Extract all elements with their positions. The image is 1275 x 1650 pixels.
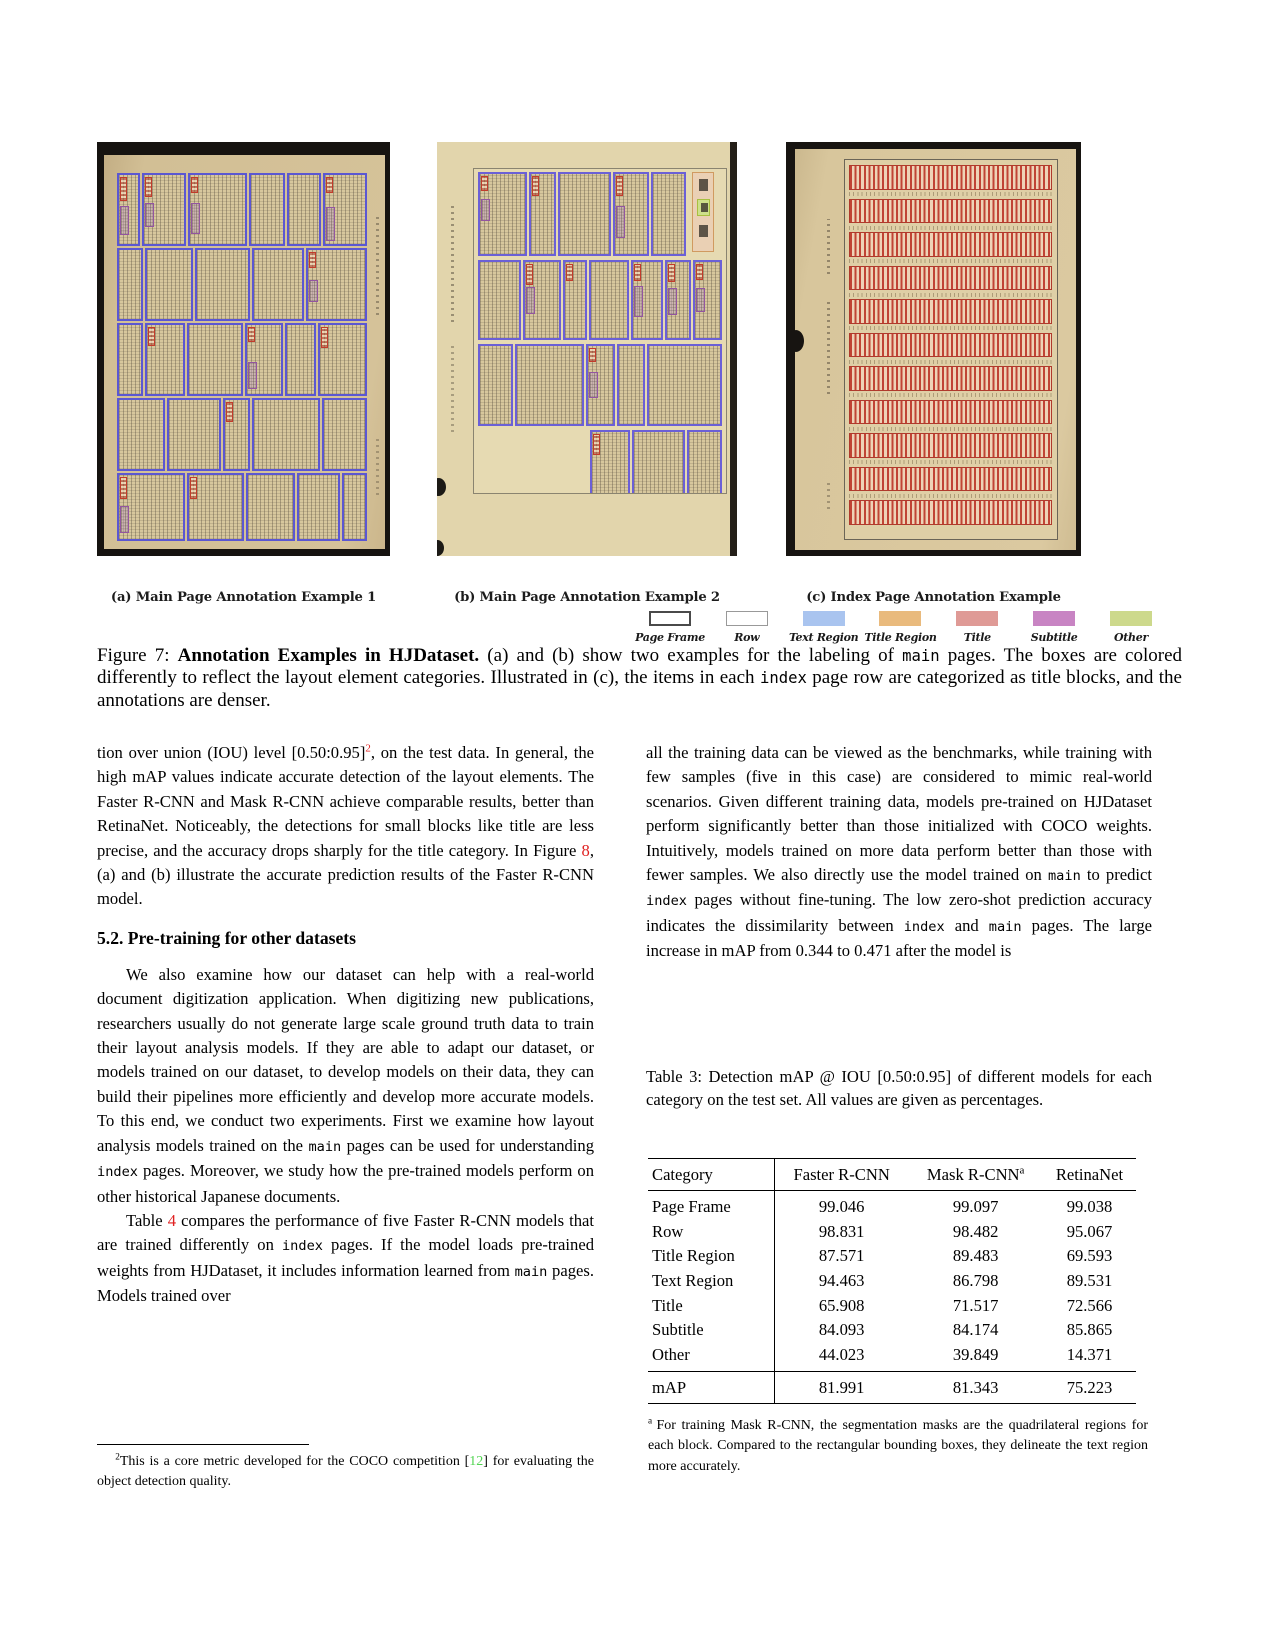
annotated-text-block (287, 173, 321, 246)
annotated-text-block (558, 172, 611, 256)
index-tick-row (849, 393, 1052, 397)
citation-link[interactable]: 12 (469, 1454, 484, 1469)
legend-label: Row (734, 631, 760, 644)
annotated-text-block (188, 173, 247, 246)
subcaption-b: (b) Main Page Annotation Example 2 (454, 590, 720, 605)
table-row (648, 1318, 1136, 1343)
annotated-text-block (322, 398, 367, 471)
index-title-row (849, 199, 1052, 224)
text-segment: page row are categorized as title blocks, and the annotations are denser. (97, 667, 1182, 711)
binding-hole (437, 478, 446, 496)
text-segment: pages can be used for understanding (341, 1135, 594, 1155)
ref-link[interactable]: 8 (581, 840, 590, 860)
table-3-footnote (648, 1416, 1148, 1477)
margin-text-marks (376, 215, 379, 315)
annotated-text-block (515, 344, 585, 426)
subtitle-annotation-box (668, 288, 677, 314)
legend-label: Other (1113, 631, 1148, 644)
figure-caption (97, 645, 1182, 712)
value-cell: 86.798 (952, 1271, 999, 1291)
annotated-text-block (523, 260, 561, 340)
margin-text-marks (827, 299, 830, 394)
text-segment: pages. The large increase in mAP from 0.344 to 0.471 after the model is (646, 915, 1152, 961)
annotated-text-block (117, 473, 185, 541)
value-cell: 14.371 (1066, 1344, 1113, 1364)
text-segment: index (281, 1238, 323, 1255)
legend-item (1094, 611, 1168, 644)
value-cell: 94.463 (818, 1271, 865, 1291)
text-segment: pages. The boxes are colored differently to reflect the layout element categories. Illustrated in (c), the items in each (97, 645, 1183, 689)
category-cell: Title Region (648, 1244, 775, 1269)
title-annotation-box (634, 264, 641, 281)
text-segment: , on the test data. In general, the high mAP values indicate accurate detection of the layout elements. The Faster R-CNN and Mask R-CNN achieve comparable results, better than RetinaNet. Noticeably, the detections for small blocks like title are less precise, and the accuracy drops sharply for the title category. In Figure (97, 743, 594, 860)
annotated-text-block (249, 173, 285, 246)
value-cell: 85.865 (1066, 1320, 1113, 1340)
margin-text-marks (376, 435, 379, 495)
ref-link[interactable]: 4 (167, 1210, 177, 1230)
subtitle-annotation-box (634, 286, 643, 316)
table-header-row (648, 1159, 1136, 1191)
title-annotation-box (226, 402, 233, 422)
margin-text-marks (827, 479, 830, 509)
annotated-text-block (589, 260, 629, 340)
annotated-text-block (306, 248, 367, 321)
title-annotation-box (191, 177, 198, 193)
legend-item (940, 611, 1014, 644)
other-annotation-box (697, 199, 710, 216)
title-annotation-box (526, 264, 533, 285)
value-cell: 81.991 (775, 1372, 909, 1404)
header-strip (692, 172, 714, 252)
index-tick-row (849, 226, 1052, 230)
title-annotation-box (120, 177, 127, 201)
value-cell: 39.849 (952, 1344, 999, 1364)
category-cell: Other (648, 1343, 775, 1372)
right-column (646, 741, 1152, 964)
legend-swatch-icon (649, 611, 691, 626)
paragraph (97, 963, 594, 1209)
annotated-text-block (478, 172, 527, 256)
text-segment: main (514, 1263, 548, 1280)
table-footnote-marker: a (1019, 1163, 1025, 1176)
table-row (648, 1293, 1136, 1318)
page-frame-annotation (844, 159, 1058, 540)
table-row (648, 1343, 1136, 1372)
annotated-text-block (187, 323, 243, 396)
column-header: RetinaNet (1043, 1159, 1136, 1191)
text-segment: (a) and (b) show two examples for the labeling of (479, 645, 903, 666)
title-annotation-box (481, 176, 488, 191)
scanned-page (795, 149, 1076, 550)
legend-item (710, 611, 784, 644)
index-title-row (849, 400, 1052, 425)
annotated-text-block (246, 473, 295, 541)
annotated-text-block (631, 260, 664, 340)
scanned-page (104, 155, 385, 549)
value-cell: 89.531 (1066, 1271, 1113, 1291)
legend-item (787, 611, 861, 644)
subtitle-annotation-box (526, 287, 535, 314)
annotated-text-block (285, 323, 316, 396)
annotated-text-block (693, 260, 722, 340)
legend-swatch-icon (1033, 611, 1075, 626)
glyph-mark (699, 225, 708, 237)
glyph-mark (701, 203, 708, 212)
title-annotation-box (120, 477, 127, 499)
value-cell: 72.566 (1066, 1295, 1113, 1315)
annotated-text-block (478, 344, 513, 426)
figure-legend (633, 611, 1168, 644)
text-segment: and (944, 915, 989, 935)
annotated-text-block (665, 260, 691, 340)
annotated-text-block (245, 323, 283, 396)
text-segment: pages without fine-tuning. The low zero-shot prediction accuracy indicates the dissimilarity between (646, 890, 1152, 935)
title-annotation-box (668, 264, 675, 282)
index-tick-row (849, 259, 1052, 263)
legend-label: Text Region (788, 631, 859, 644)
margin-text-marks (827, 219, 830, 274)
annotated-text-block (252, 248, 304, 321)
binding-hole (437, 540, 444, 556)
index-tick-row (849, 293, 1052, 297)
figure-panel-index-page-example (786, 142, 1081, 556)
annotated-text-block (142, 173, 186, 246)
annotated-text-block (297, 473, 340, 541)
value-cell: 84.093 (818, 1320, 865, 1340)
annotated-text-block (529, 172, 555, 256)
table-3 (648, 1158, 1136, 1404)
text-segment: main (1047, 868, 1081, 885)
annotated-text-block (223, 398, 251, 471)
legend-swatch-icon (879, 611, 921, 626)
title-annotation-box (148, 327, 155, 346)
annotated-text-block (145, 323, 185, 396)
value-cell: 89.483 (952, 1246, 999, 1266)
table-row (648, 1244, 1136, 1269)
value-cell: 99.097 (952, 1197, 999, 1217)
subtitle-annotation-box (481, 199, 490, 221)
annotated-text-block (195, 248, 250, 321)
title-annotation-box (593, 434, 600, 455)
column-header: Mask R-CNN$^a$ (908, 1159, 1043, 1191)
legend-item (633, 611, 707, 644)
index-tick-row (849, 192, 1052, 196)
text-segment: tion over union (IOU) level [0.50:0.95] (97, 743, 366, 762)
value-cell: 44.023 (818, 1344, 865, 1364)
subtitle-annotation-box (120, 506, 129, 533)
value-cell: 65.908 (818, 1295, 865, 1315)
table-row (648, 1191, 1136, 1220)
annotated-text-block (651, 172, 686, 256)
footnote-rule (97, 1444, 309, 1445)
margin-text-marks (451, 202, 454, 322)
footnote (97, 1452, 594, 1491)
value-cell: 95.067 (1066, 1221, 1113, 1241)
text-segment: compares the performance of five Faster R-CNN models that are trained differently on (97, 1210, 594, 1255)
text-segment: pages. Models trained over (97, 1260, 594, 1306)
title-annotation-box (532, 176, 539, 196)
annotated-text-block (647, 344, 722, 426)
text-segment: Figure 7: (97, 645, 178, 666)
page-frame-annotation (473, 168, 727, 494)
legend-label: Page Frame (635, 631, 705, 644)
annotated-text-block (617, 344, 646, 426)
category-cell: Subtitle (648, 1318, 775, 1343)
subtitle-annotation-box (616, 206, 625, 238)
value-cell: 84.174 (952, 1320, 999, 1340)
title-annotation-box (145, 177, 152, 197)
text-segment: 2 (115, 1451, 120, 1462)
subtitle-annotation-box (248, 362, 257, 389)
table-map-row (648, 1372, 1136, 1404)
annotated-text-block (590, 430, 630, 494)
index-title-row (849, 165, 1052, 190)
text-segment: pages. Moreover, we study how the pre-trained models perform on other historical Japanese documents. (97, 1161, 594, 1206)
index-title-row (849, 467, 1052, 492)
text-segment: index (759, 669, 807, 688)
text-segment: pages. If the model loads pre-trained weights from HJDataset, it includes information learned from (97, 1235, 594, 1280)
legend-item (863, 611, 937, 644)
text-segment: all the training data can be viewed as the benchmarks, while training with few samples (five in this case) are considered to mimic real-world scenarios. Given different training data, models pre-trained on HJDataset perform significantly better than those initialized with COCO weights. Intuitively, models trained on more data perform better than those with fewer samples. We also directly use the model trained on (646, 743, 1152, 885)
annotated-text-block (117, 398, 165, 471)
index-title-row (849, 433, 1052, 458)
text-segment: For training Mask R-CNN, the segmentation masks are the quadrilateral regions for each block. Compared to the rectangular bounding boxes, they delineate the text region more accurately. (648, 1418, 1148, 1474)
subtitle-annotation-box (326, 207, 335, 241)
title-annotation-box (309, 252, 316, 268)
annotated-text-block (586, 344, 614, 426)
paragraph (97, 1209, 594, 1309)
text-segment: , (a) and (b) illustrate the accurate prediction results of the Faster R-CNN model. (97, 840, 594, 909)
annotated-text-block (318, 323, 367, 396)
column-header: Faster R-CNN (775, 1159, 909, 1191)
value-cell: 69.593 (1066, 1246, 1113, 1266)
index-tick-row (849, 460, 1052, 464)
subtitle-annotation-box (696, 288, 705, 312)
table-row (648, 1220, 1136, 1245)
annotated-text-block (252, 398, 320, 471)
subcaption-a: (a) Main Page Annotation Example 1 (110, 590, 377, 605)
figure-panel-main-page-example-1 (97, 142, 390, 556)
legend-swatch-icon (726, 611, 768, 626)
category-cell: Title (648, 1293, 775, 1318)
annotated-text-block (117, 173, 140, 246)
section-heading: 5.2. Pre-training for other datasets (97, 927, 356, 948)
table-row (648, 1269, 1136, 1294)
margin-text-marks (451, 342, 454, 432)
value-cell: 98.482 (952, 1221, 999, 1241)
legend-label: Title Region (864, 631, 937, 644)
index-tick-row (849, 360, 1052, 364)
annotated-text-block (632, 430, 685, 494)
annotated-text-block (323, 173, 367, 246)
title-annotation-box (566, 264, 573, 281)
text-segment: index (646, 893, 687, 910)
index-title-row (849, 299, 1052, 324)
title-annotation-box (696, 264, 703, 280)
index-title-row (849, 500, 1052, 525)
value-cell: 87.571 (818, 1246, 865, 1266)
text-segment: index (903, 918, 945, 935)
subtitle-annotation-box (309, 280, 318, 302)
scan-edge (730, 142, 737, 556)
subcaption-c: (c) Index Page Annotation Example (806, 590, 1061, 605)
value-cell: 71.517 (952, 1295, 999, 1315)
annotated-text-block (117, 248, 143, 321)
paragraph (97, 741, 594, 912)
annotated-text-block (167, 398, 220, 471)
left-column (97, 741, 594, 1309)
text-segment: to predict (1080, 865, 1152, 885)
text-segment: ] for evaluating the object detection quality. (97, 1454, 594, 1489)
text-segment: main (988, 918, 1022, 935)
category-cell: Text Region (648, 1269, 775, 1294)
paragraph (646, 741, 1152, 964)
glyph-mark (699, 179, 708, 191)
text-segment: a (648, 1415, 657, 1426)
ref-link[interactable]: 2 (365, 742, 371, 755)
index-title-row (849, 333, 1052, 358)
category-cell: mAP (648, 1372, 775, 1404)
title-annotation-box (321, 327, 328, 348)
text-segment: This is a core metric developed for the COCO competition [ (119, 1454, 470, 1469)
subtitle-annotation-box (120, 206, 129, 234)
index-tick-row (849, 326, 1052, 330)
figure-panel-main-page-example-2 (437, 142, 737, 556)
legend-label: Subtitle (1030, 631, 1078, 644)
annotated-text-block (478, 260, 521, 340)
table-3-caption: Table 3: Detection mAP @ IOU [0.50:0.95] of different models for each category on the test set. All values are given as percentages. (646, 1067, 1152, 1109)
title-annotation-box (326, 177, 333, 193)
value-cell: 75.223 (1043, 1372, 1136, 1404)
subtitle-annotation-box (589, 372, 598, 398)
index-tick-row (849, 494, 1052, 498)
annotated-text-block (342, 473, 367, 541)
text-segment: We also examine how our dataset can help with a real-world document digitization application. When digitizing new publications, researchers usually do not generate large scale ground truth data to train their layout analysis models. If they are able to adapt our dataset, or models trained on our dataset, to develop models on their data, they can build their pipelines more efficiently and develop more accurate models. To this end, we conduct two experiments. First we examine how layout analysis models trained on the (97, 964, 594, 1155)
text-segment: Annotation Examples in HJDataset. (177, 645, 480, 666)
index-title-row (849, 266, 1052, 291)
table-3-grid (648, 1158, 1136, 1404)
text-segment: index (97, 1164, 138, 1181)
annotated-text-block (563, 260, 587, 340)
annotated-text-block (145, 248, 194, 321)
binding-notch (788, 330, 804, 352)
legend-swatch-icon (803, 611, 845, 626)
category-cell: Row (648, 1220, 775, 1245)
index-title-row (849, 232, 1052, 257)
column-header: Category (648, 1159, 775, 1191)
annotated-text-block (687, 430, 722, 494)
text-segment: main (308, 1138, 342, 1155)
index-tick-row (849, 427, 1052, 431)
title-annotation-box (616, 176, 623, 196)
title-annotation-box (248, 327, 255, 342)
annotated-text-block (117, 323, 143, 396)
annotated-text-block (187, 473, 244, 541)
value-cell: 81.343 (908, 1372, 1043, 1404)
value-cell: 98.831 (818, 1221, 865, 1241)
title-annotation-box (190, 477, 197, 499)
title-annotation-box (589, 348, 596, 362)
index-title-row (849, 366, 1052, 391)
value-cell: 99.046 (818, 1197, 865, 1217)
annotated-text-block (613, 172, 649, 256)
subtitle-annotation-box (145, 203, 154, 227)
value-cell: 99.038 (1066, 1197, 1113, 1217)
legend-label: Title (963, 631, 991, 644)
category-cell: Page Frame (648, 1191, 775, 1220)
text-segment: main (902, 647, 940, 665)
legend-swatch-icon (956, 611, 998, 626)
text-segment: Table (126, 1210, 168, 1230)
legend-swatch-icon (1110, 611, 1152, 626)
subtitle-annotation-box (191, 203, 200, 234)
legend-item (1017, 611, 1091, 644)
